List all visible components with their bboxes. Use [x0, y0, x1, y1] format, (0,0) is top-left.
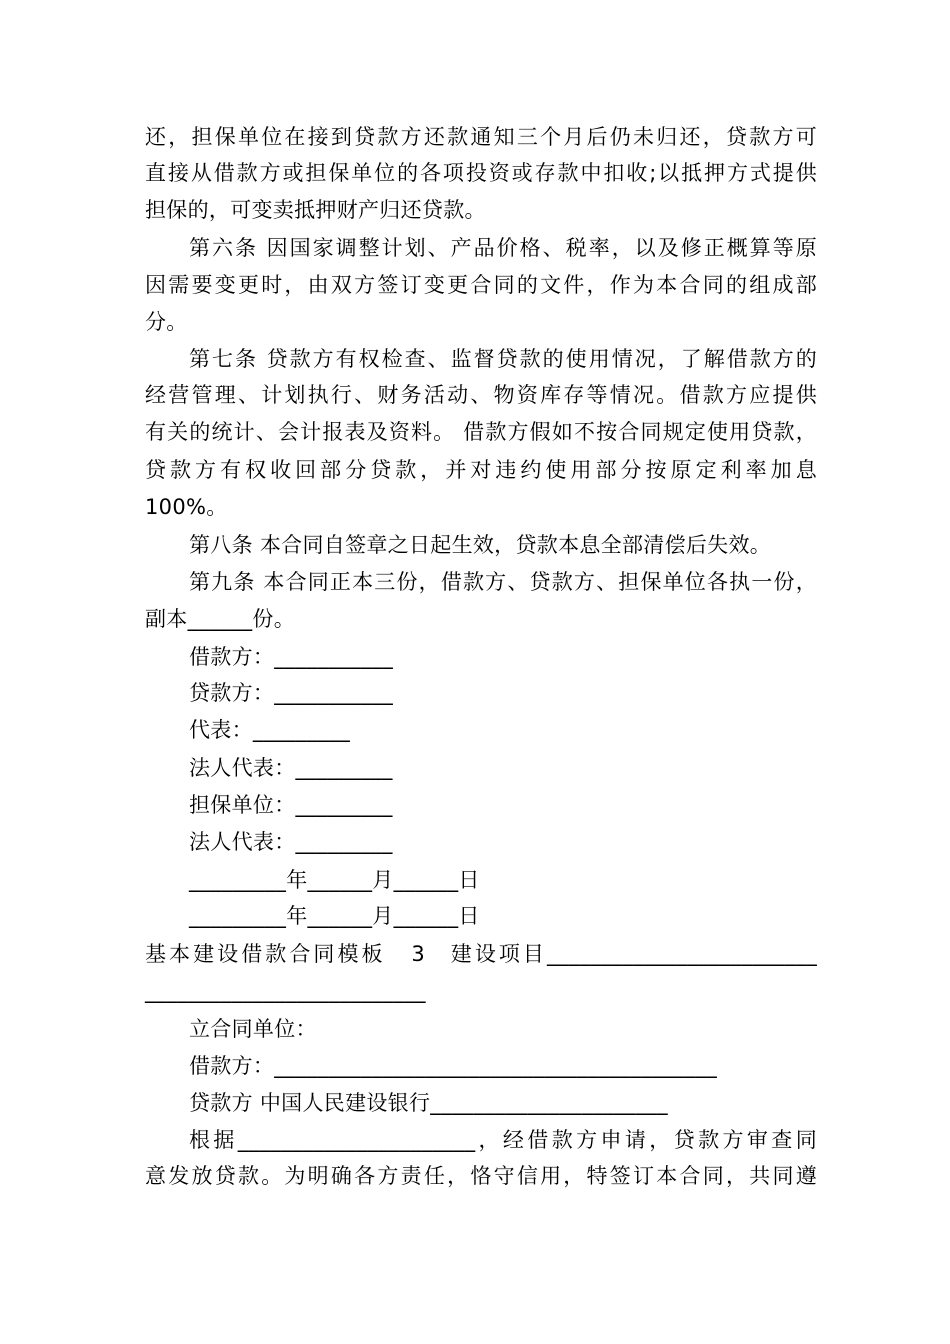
signature-date-2: _________年______月______日 — [189, 904, 480, 928]
article-7-line: 第七条 贷款方有权检查、监督贷款的使用情况，了解借款方的 — [189, 347, 817, 371]
lender-field: 贷款方 中国人民建设银行______________________ — [189, 1091, 668, 1115]
article-7-line: 100%。 — [145, 495, 228, 519]
article-7-line: 贷款方有权收回部分贷款，并对违约使用部分按原定利率加息 — [145, 458, 817, 482]
article-9-line: 副本______份。 — [145, 607, 295, 631]
article-6-line: 第六条 因国家调整计划、产品价格、税率，以及修正概算等原 — [189, 236, 817, 260]
preamble-line: 意发放贷款。为明确各方责任，恪守信用，特签订本合同，共同遵 — [145, 1164, 817, 1188]
article-9-line: 第九条 本合同正本三份，借款方、贷款方、担保单位各执一份， — [189, 570, 817, 594]
signature-lender: 贷款方：___________ — [189, 681, 393, 705]
article-8-line: 第八条 本合同自签章之日起生效，贷款本息全部清偿后失效。 — [189, 533, 772, 557]
borrower-field: 借款方：_________________________________________ — [189, 1054, 717, 1078]
signature-date: _________年______月______日 — [189, 868, 480, 892]
contract-parties-label: 立合同单位： — [189, 1017, 317, 1041]
article-7-line: 有关的统计、会计报表及资料。 借款方假如不按合同规定使用贷款， — [145, 420, 817, 444]
project-blank-line: __________________________ — [145, 979, 426, 1003]
signature-legal-rep: 法人代表：_________ — [189, 756, 393, 780]
paragraph-line: 直接从借款方或担保单位的各项投资或存款中扣收;以抵押方式提供 — [145, 161, 817, 185]
template-heading: 基本建设借款合同模板 3 建设项目_________________________ — [145, 942, 817, 966]
signature-legal-rep-2: 法人代表：_________ — [189, 830, 393, 854]
signature-guarantor: 担保单位：_________ — [189, 793, 393, 817]
signature-representative: 代表：_________ — [189, 718, 351, 742]
article-6-line: 分。 — [145, 310, 188, 334]
paragraph-line: 担保的，可变卖抵押财产归还贷款。 — [145, 198, 486, 222]
signature-borrower: 借款方：___________ — [189, 645, 393, 669]
article-6-line: 因需要变更时，由双方签订变更合同的文件，作为本合同的组成部 — [145, 273, 817, 297]
article-7-line: 经营管理、计划执行、财务活动、物资库存等情况。借款方应提供 — [145, 383, 817, 407]
paragraph-line: 还，担保单位在接到贷款方还款通知三个月后仍未归还，贷款方可 — [145, 125, 817, 149]
preamble-line: 根据______________________，经借款方申请，贷款方审查同 — [189, 1128, 817, 1152]
